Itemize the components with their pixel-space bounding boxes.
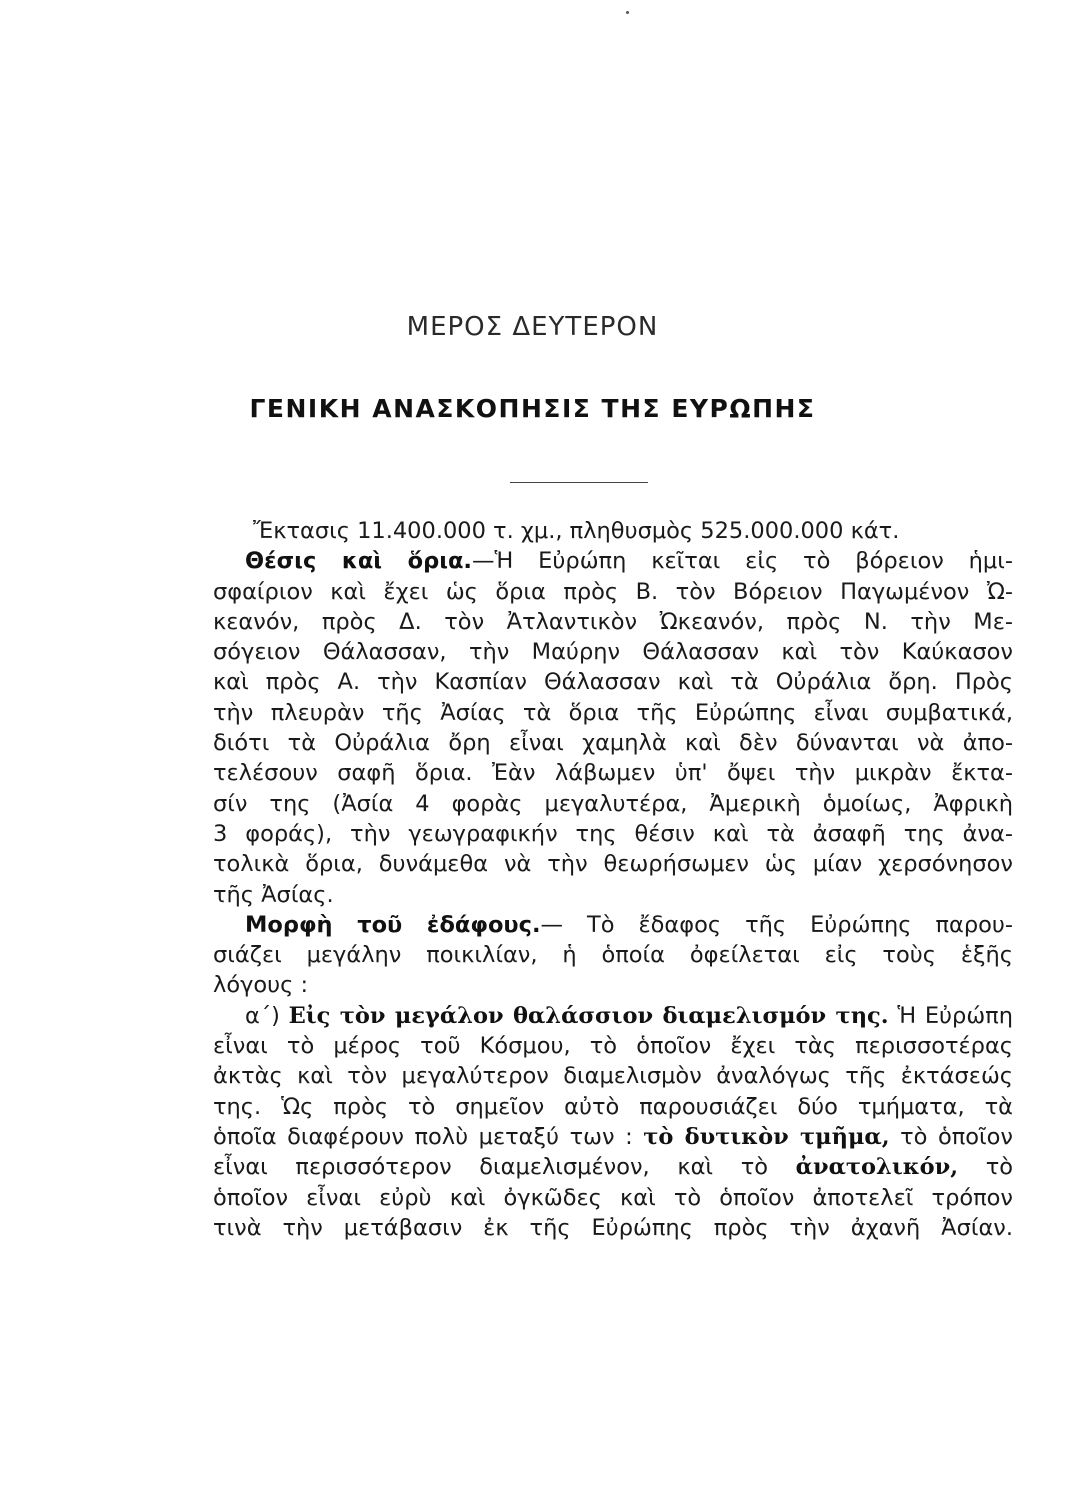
section-heading-coastline: Εἰς τὸν μεγάλον θαλάσσιον διαμελισμόν της. xyxy=(288,1002,889,1029)
paragraph-line: α΄) Εἰς τὸν μεγάλον θαλάσσιον διαμελισμόν της. Ἡ Εὐρώπη xyxy=(245,1002,1013,1029)
paragraph-line: ἀκτὰς καὶ τὸν μεγαλύτερον διαμελισμὸν ἀναλόγως τῆς ἐκτάσεώς xyxy=(213,1063,1013,1090)
paragraph-line: σίν της (Ἀσία 4 φορὰς μεγαλυτέρα, Ἀμερικὴ ὁμοίως, Ἀφρικὴ xyxy=(213,790,1013,817)
paragraph-line: ὁποῖον εἶναι εὐρὺ καὶ ὀγκῶδες καὶ τὸ ὁποῖον ἀποτελεῖ τρόπον xyxy=(213,1184,1013,1211)
paragraph-line: εἶναι περισσότερον διαμελισμένον, καὶ τὸ ἀνατολικόν, τὸ xyxy=(213,1154,1014,1181)
paragraph-line: σιάζει μεγάλην ποικιλίαν, ἡ ὁποία ὀφείλεται εἰς τοὺς ἑξῆς xyxy=(213,942,1013,969)
body-text xyxy=(213,516,1013,1243)
paragraph-line: τελέσουν σαφῆ ὅρια. Ἐὰν λάβωμεν ὑπ' ὄψει τὴν μικρὰν ἔκτα- xyxy=(213,760,1013,787)
list-label: α΄) xyxy=(245,1002,280,1029)
paragraph-line: εἶναι τὸ μέρος τοῦ Κόσμου, τὸ ὁποῖον ἔχει τὰς περισσοτέρας xyxy=(213,1033,1013,1060)
paragraph-line: σόγειον Θάλασσαν, τὴν Μαύρην Θάλασσαν καὶ τὸν Καύκασον xyxy=(213,639,1013,666)
emphasis-eastern-part: ἀνατολικόν, xyxy=(795,1154,959,1181)
paragraph-line: Θέσις καὶ ὅρια.—Ἡ Εὐρώπη κεῖται εἰς τὸ βόρειον ἡμι- xyxy=(245,548,1013,575)
paragraph-line: Μορφὴ τοῦ ἐδάφους.— Τὸ ἔδαφος τῆς Εὐρώπης παρου- xyxy=(245,911,1014,938)
paragraph-line: 3 φοράς), τὴν γεωγραφικήν της θέσιν καὶ τὰ ἀσαφῆ της ἀνα- xyxy=(213,820,1013,847)
paragraph-line: τολικὰ ὅρια, δυνάμεθα νὰ τὴν θεωρήσωμεν ὡς μίαν χερσόνησον xyxy=(213,851,1013,878)
paragraph-line: καὶ πρὸς Α. τὴν Κασπίαν Θάλασσαν καὶ τὰ Οὐράλια ὄρη. Πρὸς xyxy=(213,669,1013,696)
section-heading-position: Θέσις καὶ ὅρια. xyxy=(245,548,472,575)
print-speck xyxy=(626,11,629,14)
stats-line: Ἔκτασις 11.400.000 τ. χμ., πληθυσμὸς 525.000.000 κάτ. xyxy=(253,518,900,544)
part-heading: ΜΕΡΟΣ ΔΕΥΤΕΡΟΝ xyxy=(406,312,659,342)
section-heading-terrain: Μορφὴ τοῦ ἐδάφους. xyxy=(245,911,541,938)
page-title: ΓΕΝΙΚΗ ΑΝΑΣΚΟΠΗΣΙΣ ΤΗΣ ΕΥΡΩΠΗΣ xyxy=(249,394,816,423)
paragraph-line: τὴν πλευρὰν τῆς Ἀσίας τὰ ὅρια τῆς Εὐρώπης εἶναι συμβατικά, xyxy=(213,699,1013,726)
title-divider xyxy=(510,482,648,483)
emphasis-western-part: τὸ δυτικὸν τμῆμα, xyxy=(643,1123,890,1150)
paragraph-line: ὁποῖα διαφέρουν πολὺ μεταξύ των : τὸ δυτικὸν τμῆμα, τὸ ὁποῖον xyxy=(213,1123,1013,1150)
paragraph-line: τινὰ τὴν μετάβασιν ἐκ τῆς Εὐρώπης πρὸς τὴν ἀχανῆ Ἀσίαν. xyxy=(213,1214,1013,1241)
paragraph-line: τῆς Ἀσίας. xyxy=(213,881,334,908)
paragraph-line: της. Ὡς πρὸς τὸ σημεῖον αὐτὸ παρουσιάζει δύο τμήματα, τὰ xyxy=(213,1093,1013,1120)
paragraph-line: διότι τὰ Οὐράλια ὄρη εἶναι χαμηλὰ καὶ δὲν δύνανται νὰ ἀπο- xyxy=(213,730,1013,757)
paragraph-line: κεανόν, πρὸς Δ. τὸν Ἀτλαντικὸν Ὠκεανόν, πρὸς Ν. τὴν Με- xyxy=(213,608,1013,635)
paragraph-line: σφαίριον καὶ ἔχει ὡς ὅρια πρὸς Β. τὸν Βόρειον Παγωμένον Ὠ- xyxy=(213,578,1013,605)
paragraph-line: λόγους : xyxy=(213,972,309,999)
